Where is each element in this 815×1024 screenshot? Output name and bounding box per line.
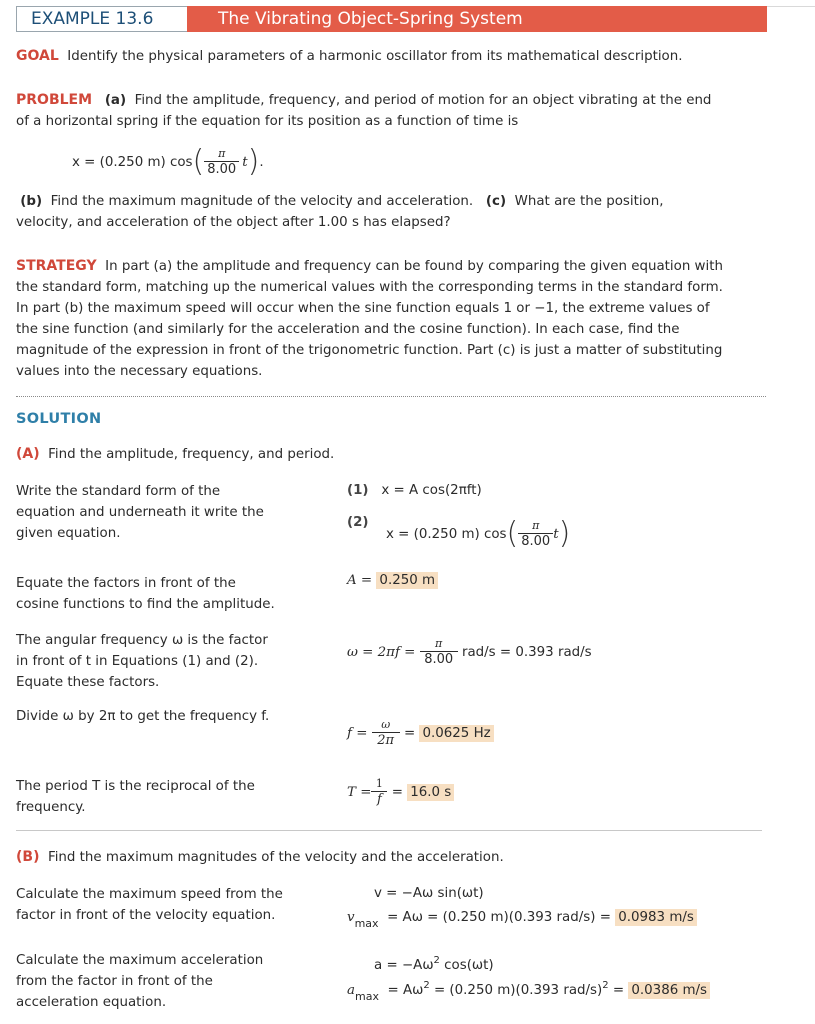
equation-2: x = (0.250 m) cos ( $\frac{\pi}{8.00}$ t ) (386, 516, 571, 551)
period-value: 16.0 s (407, 784, 454, 801)
part-a-step4-text: Divide ω by 2π to get the frequency f. (16, 709, 270, 724)
problem-c-text-2: velocity, and acceleration of the object after 1.00 s has elapsed? (16, 215, 451, 230)
goal-label: GOAL (16, 48, 59, 64)
strategy-line: In part (a) the amplitude and frequency can be found by comparing the given equation with (105, 259, 723, 274)
period-eq: T = $\frac{1}{f}$ = 16.0 s (347, 772, 454, 812)
problem-a-text-2: of a horizontal spring if the equation for its position as a function of time is (16, 114, 519, 129)
part-a-label: (A) (16, 446, 40, 462)
angular-frequency-eq: ω = 2πf = $\frac{\pi}{8.00}$ rad/s = 0.393 rad/s (347, 637, 592, 667)
amax-eq: $a_{max} = A\omega^2 = (0.250$ m)(0.393 rad/s)$^2$ = 0.0386 m/s (347, 980, 710, 1003)
strategy-line: the standard form, matching up the numerical values with the corresponding terms in the standard form. (16, 280, 723, 295)
problem-label: PROBLEM (16, 92, 93, 108)
problem-eq-prefix: x = (0.250 m) cos (72, 154, 193, 170)
strategy-section (16, 256, 786, 382)
part-a-step1-text: Write the standard form of the equation and underneath it write the given equation. (16, 484, 264, 541)
frequency-value: 0.0625 Hz (419, 725, 493, 742)
part-a-title: Find the amplitude, frequency, and period. (48, 447, 335, 462)
problem-a-label: (a) (104, 93, 127, 108)
strategy-line: magnitude of the expression in front of the trigonometric function. Part (c) is just a matter of substituting (16, 343, 723, 358)
problem-bc (16, 191, 776, 233)
problem-b-label: (b) (20, 194, 43, 209)
frequency-eq: f = $\frac{\omega}{2\pi}$ = 0.0625 Hz (347, 712, 494, 754)
part-b-title: Find the maximum magnitudes of the velocity and the acceleration. (47, 850, 504, 865)
amplitude-result: A = 0.250 m (347, 573, 438, 588)
part-b-heading (16, 849, 504, 865)
part-b-label: (B) (16, 849, 40, 865)
strategy-line: values into the necessary equations. (16, 364, 263, 379)
problem-section (16, 90, 776, 132)
strategy-line: In part (b) the maximum speed will occur when the sine function equals 1 or −1, the extreme values of (16, 301, 710, 316)
amax-value: 0.0386 m/s (628, 982, 710, 999)
problem-eq-fraction: $\frac{\pi}{8.00}$ (204, 147, 239, 177)
problem-c-text-1: What are the position, (514, 194, 664, 209)
example-number: EXAMPLE 13.6 (16, 6, 187, 32)
goal-text: Identify the physical parameters of a harmonic oscillator from its mathematical description. (67, 49, 683, 64)
part-a-step2-text: Equate the factors in front of the cosine functions to find the amplitude. (16, 576, 275, 612)
vmax-value: 0.0983 m/s (615, 909, 697, 926)
goal-section (16, 46, 683, 67)
section-divider (16, 396, 766, 397)
example-title: The Vibrating Object-Spring System (187, 6, 767, 32)
problem-equation: x = (0.250 m) cos ( $\frac{\pi}{8.00}$ t ) . (72, 144, 264, 179)
vmax-eq: $v_{max} = A\omega = (0.250$ m)(0.393 rad/s) = 0.0983 m/s (347, 910, 697, 930)
part-b-step2-text: Calculate the maximum acceleration from the factor in front of the acceleration equation. (16, 953, 264, 1010)
strategy-label: STRATEGY (16, 258, 97, 274)
header-rule (767, 6, 815, 7)
amplitude-value: 0.250 m (376, 572, 438, 589)
equation-2-tag: (2) (347, 515, 369, 530)
problem-b-text: Find the maximum magnitude of the velocity and acceleration. (50, 194, 474, 209)
part-a-step5-text: The period T is the reciprocal of the frequency. (16, 779, 255, 815)
solution-label: SOLUTION (16, 411, 102, 427)
acceleration-eq: $a = -A\omega^2$ cos(ωt) (374, 955, 494, 973)
strategy-line: the sine function (and similarly for the acceleration and the cosine function). In each case, find the (16, 322, 680, 337)
part-divider (16, 830, 762, 831)
part-a-heading (16, 446, 334, 462)
part-a-step3-text: The angular frequency ω is the factor in front of t in Equations (1) and (2). Equate these factors. (16, 633, 268, 690)
equation-1: (1) x = A cos(2πft) (347, 483, 482, 498)
velocity-eq: v = −Aω sin(ωt) (374, 886, 484, 901)
problem-c-label: (c) (485, 194, 507, 209)
part-b-step1-text: Calculate the maximum speed from the factor in front of the velocity equation. (16, 887, 283, 923)
problem-a-text-1: Find the amplitude, frequency, and period of motion for an object vibrating at the end (134, 93, 712, 108)
